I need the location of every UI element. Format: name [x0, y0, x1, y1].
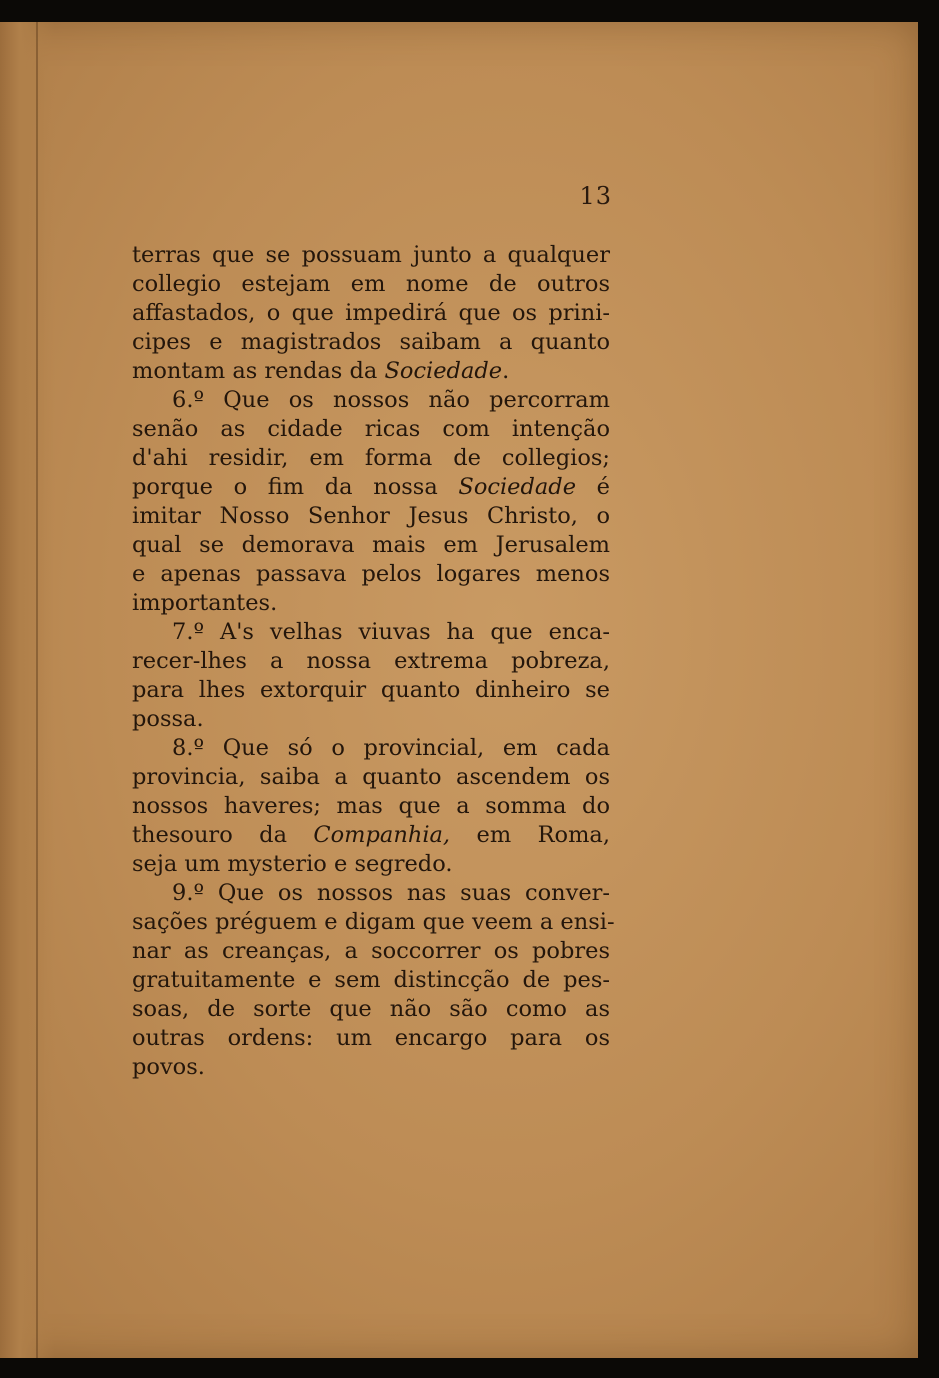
- text-line: soas, de sorte que não são como as: [132, 996, 610, 1022]
- text-line: collegio estejam em nome de outros: [132, 271, 610, 297]
- text-line: e apenas passava pelos logares menos: [132, 561, 610, 587]
- text-fragment: é: [576, 474, 610, 500]
- text-line: possa.: [132, 706, 204, 732]
- text-line: importantes.: [132, 590, 278, 616]
- text-line: gratuitamente e sem distincção de pes-: [132, 967, 610, 993]
- text-line: 8.º Que só o provincial, em cada: [172, 735, 610, 761]
- text-line: qual se demorava mais em Jerusalem: [132, 532, 610, 558]
- text-fragment: montam as rendas da: [132, 358, 385, 384]
- text-line: imitar Nosso Senhor Jesus Christo, o: [132, 503, 610, 529]
- text-fragment: em Roma,: [450, 822, 610, 848]
- italic-term: Sociedade: [384, 358, 503, 384]
- text-line: senão as cidade ricas com intenção: [132, 416, 610, 442]
- text-line: 6.º Que os nossos não percorram: [172, 387, 610, 413]
- text-line: [132, 821, 610, 850]
- text-line: recer-lhes a nossa extrema pobreza,: [132, 648, 610, 674]
- text-line: d'ahi residir, em forma de collegios;: [132, 445, 610, 471]
- text-fragment: thesouro da: [132, 822, 314, 848]
- text-fragment: .: [502, 358, 510, 384]
- italic-term: Sociedade: [458, 474, 577, 500]
- text-line: [132, 473, 610, 502]
- text-line: [132, 357, 610, 386]
- text-line: terras que se possuam junto a qualquer: [132, 242, 610, 268]
- book-page: [0, 22, 918, 1358]
- text-line: outras ordens: um encargo para os: [132, 1025, 610, 1051]
- body-text: [132, 241, 615, 1082]
- gutter-line: [36, 22, 38, 1358]
- text-line: povos.: [132, 1054, 205, 1080]
- text-fragment: porque o fim da nossa: [132, 474, 459, 500]
- text-line: sações préguem e digam que veem a ensi-: [132, 909, 615, 935]
- text-line: nossos haveres; mas que a somma do: [132, 793, 610, 819]
- page-number: 13: [579, 182, 612, 210]
- text-line: seja um mysterio e segredo.: [132, 851, 453, 877]
- text-line: affastados, o que impedirá que os prini-: [132, 300, 610, 326]
- page-binding-edge: [0, 22, 55, 1358]
- italic-term: Companhia,: [313, 822, 451, 848]
- text-line: 7.º A's velhas viuvas ha que enca-: [172, 619, 610, 645]
- text-line: para lhes extorquir quanto dinheiro se: [132, 677, 610, 703]
- text-line: 9.º Que os nossos nas suas conver-: [172, 880, 610, 906]
- text-line: provincia, saiba a quanto ascendem os: [132, 764, 610, 790]
- text-line: cipes e magistrados saibam a quanto: [132, 329, 610, 355]
- text-line: nar as creanças, a soccorrer os pobres: [132, 938, 610, 964]
